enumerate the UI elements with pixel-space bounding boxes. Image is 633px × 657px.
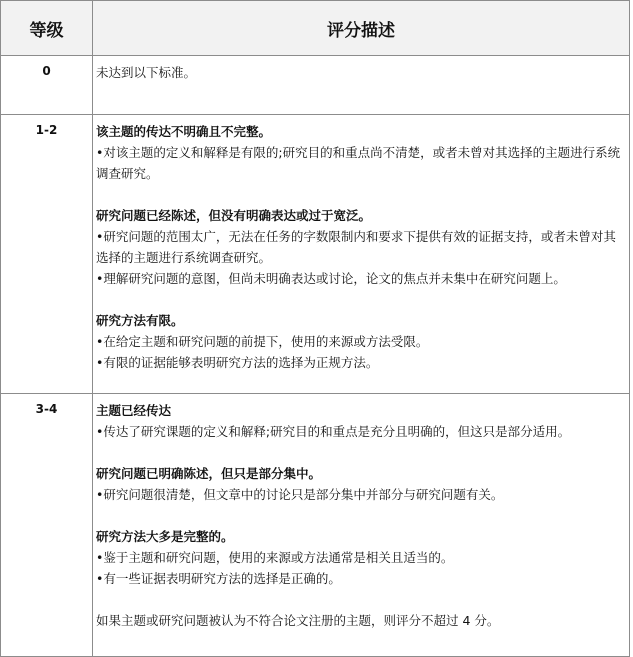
- criterion-bullet: •传达了研究课题的定义和解释;研究目的和重点是充分且明确的，但这只是部分适用。: [96, 424, 571, 439]
- spacer: [96, 442, 623, 463]
- header-row: [1, 1, 630, 56]
- criterion-bullet: •理解研究问题的意图，但尚未明确表达或讨论，论文的焦点并未集中在研究问题上。: [96, 271, 566, 286]
- description-cell: [93, 56, 630, 115]
- criterion-bullet: •研究问题很清楚，但文章中的讨论只是部分集中并部分与研究问题有关。: [96, 487, 504, 502]
- spacer: [96, 289, 623, 310]
- description-text: 未达到以下标准。: [96, 65, 197, 80]
- score-cap-note: 如果主题或研究问题被认为不符合论文注册的主题，则评分不超过 4 分。: [96, 613, 500, 628]
- criterion-bullet: •在给定主题和研究问题的前提下，使用的来源或方法受限。: [96, 334, 429, 349]
- header-description: 评分描述: [93, 1, 630, 56]
- criterion-bullet: •研究问题的范围太广，无法在任务的字数限制内和要求下提供有效的证据支持，或者未曾对其选择的主题进行系统调查研究。: [96, 229, 616, 265]
- table-row: [1, 56, 630, 115]
- criterion-bullet: •有一些证据表明研究方法的选择是正确的。: [96, 571, 341, 586]
- spacer: [96, 505, 623, 526]
- criterion-bullet: •有限的证据能够表明研究方法的选择为正规方法。: [96, 355, 379, 370]
- table-row: [1, 115, 630, 394]
- header-level: 等级: [1, 1, 93, 56]
- description-cell: [93, 115, 630, 394]
- criterion-heading: 研究方法大多是完整的。: [96, 529, 234, 544]
- criterion-bullet: •对该主题的定义和解释是有限的;研究目的和重点尚不清楚，或者未曾对其选择的主题进行系统调查研究。: [96, 145, 621, 181]
- description-cell: [93, 394, 630, 657]
- spacer: [96, 184, 623, 205]
- level-cell: 0: [1, 56, 93, 115]
- table-row: [1, 394, 630, 657]
- level-cell: 1-2: [1, 115, 93, 394]
- criterion-heading: 主题已经传达: [96, 403, 172, 418]
- criterion-heading: 该主题的传达不明确且不完整。: [96, 124, 272, 139]
- spacer: [96, 589, 623, 610]
- criterion-heading: 研究问题已明确陈述，但只是部分集中。: [96, 466, 322, 481]
- criterion-heading: 研究问题已经陈述，但没有明确表达或过于宽泛。: [96, 208, 372, 223]
- criterion-bullet: •鉴于主题和研究问题，使用的来源或方法通常是相关且适当的。: [96, 550, 454, 565]
- level-cell: 3-4: [1, 394, 93, 657]
- criterion-heading: 研究方法有限。: [96, 313, 184, 328]
